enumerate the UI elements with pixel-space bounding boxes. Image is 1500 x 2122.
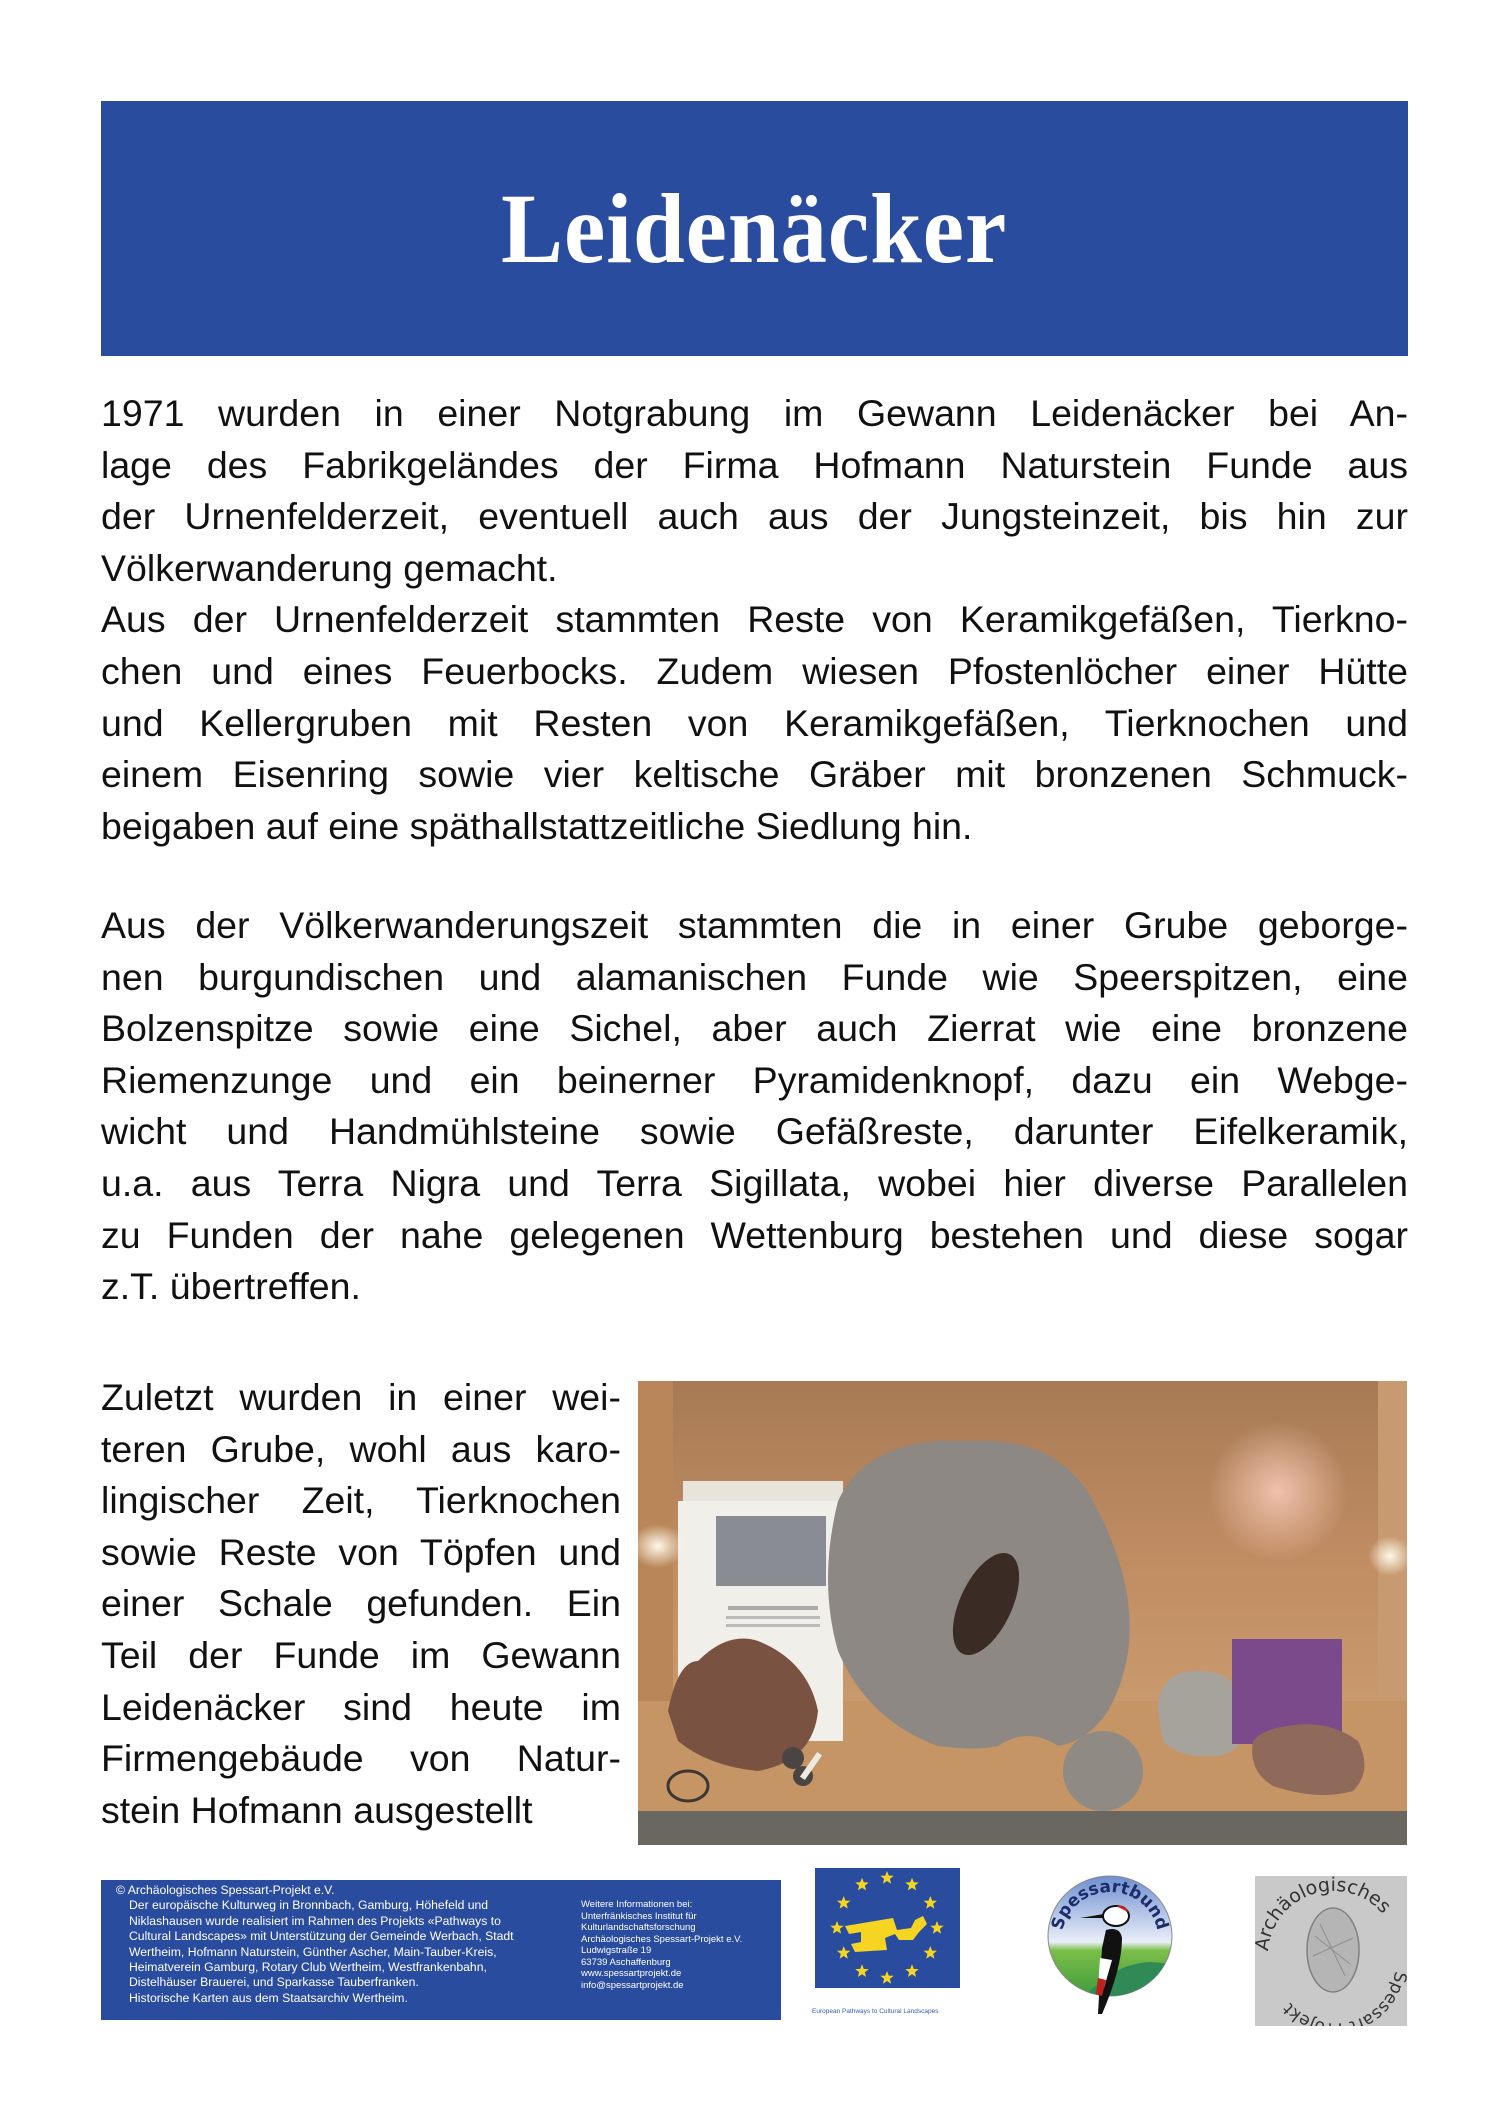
text-line: Bolzenspitze sowie eine Sichel, aber auch Zierrat wie eine bronzene [101,1007,1408,1050]
text-line: z.T. übertreffen. [101,1265,361,1308]
text-line: Riemenzunge und ein beinerner Pyramidenknopf, dazu ein Webge- [101,1058,1408,1101]
carolingian-paragraph [101,1372,621,1836]
credit-line: Distelhäuser Brauerei, und Sparkasse Tauberfranken. [129,1975,419,1990]
text-line: Aus der Völkerwanderungszeit stammten die in einer Grube geborge- [101,904,1408,946]
stone-leaf-logo-icon [1255,1876,1407,2026]
plough-figure [845,1916,927,1952]
asp-logo-text-bottom: pessar jekt [1279,1979,1407,2026]
text-line: lingischer Zeit, Tierknochen [101,1479,621,1522]
text-line: einem Eisenring sowie vier keltische Gräber mit bronzenen Schmuck- [101,753,1408,796]
text-line: beigaben auf eine späthallstattzeitliche Siedlung hin. [101,804,973,847]
text-line: stein Hofmann ausgestellt [101,1788,533,1831]
spessartbund-logo-text: Spessartbund [1047,1876,1173,1933]
star-icon [905,1964,918,1977]
text-line: teren Grube, wohl aus karo- [101,1427,621,1470]
star-icon [855,1878,868,1891]
star-icon [855,1964,868,1977]
contact-line: Kulturlandschaftsforschung [581,1922,696,1933]
text-line: Leidenäcker sind heute im [101,1685,621,1728]
email-link[interactable]: info@spessartprojekt.de [581,1979,684,1991]
credit-line: Niklashausen wurde realisiert im Rahmen des Projekts «Pathways to [129,1913,501,1928]
text-line: chen und eines Feuerbocks. Zudem wiesen Pfostenlöcher einer Hütte [101,649,1408,692]
star-icon [905,1878,918,1891]
star-icon [924,1946,937,1959]
migration-period-paragraph [101,900,1408,1313]
star-icon [837,1946,850,1959]
text-line: wicht und Handmühlsteine sowie Gefäßreste, darunter Eifelkeramik, [101,1110,1408,1153]
text-line: und Kellergruben mit Resten von Keramikgefäßen, Tierknochen und [101,701,1408,744]
contact-line: Weitere Informationen bei: [581,1899,693,1910]
text-line: 1971 wurden in einer Notgrabung im Gewann Leidenäcker bei An- [101,392,1408,434]
star-icon [930,1921,943,1934]
credit-line: Wertheim, Hofmann Naturstein, Günther Ascher, Main-Tauber-Kreis, [129,1944,497,1959]
text-line: sowie Reste von Töpfen und [101,1530,621,1573]
shelf-edge [638,1811,1407,1845]
spindle-whorl [782,1747,804,1769]
loom-weight [1063,1731,1143,1811]
credits-text [116,1883,536,2006]
star-icon [880,1871,893,1884]
credit-line: Historische Karten aus dem Staatsarchiv Wertheim. [129,1990,408,2005]
text-line: der Urnenfelderzeit, eventuell auch aus der Jungsteinzeit, bis hin zur [101,495,1408,538]
lamp-right-icon [1368,1536,1407,1576]
contact-line: Archäologisches Spessart-Projekt e.V. [581,1933,743,1945]
text-line: Firmengebäude von Natur- [101,1737,621,1780]
eu-stars-plough-logo-icon [815,1868,960,1988]
credit-line: Heimatverein Gamburg, Rotary Club Wertheim, Westfrankenbahn, [129,1960,487,1975]
page-title: Leidenäcker [501,173,1008,284]
text-line: lage des Fabrikgeländes der Firma Hofmann Naturstein Funde aus [101,443,1408,486]
star-icon [880,1971,893,1984]
finds-illustration [638,1381,1407,1845]
credit-line: Cultural Landscapes» mit Unterstützung der Gemeinde Werbach, Stadt [129,1929,514,1944]
credit-line: Der europäische Kulturweg in Bronnbach, Gamburg, Höhefeld und [129,1898,489,1913]
star-icon [830,1921,843,1934]
text-line: zu Funden der nahe gelegenen Wettenburg bestehen und diese sogar [101,1213,1408,1256]
copyright-text: © Archäologisches Spessart-Projekt e.V. [116,1883,335,1897]
asp-logo-text-top: rchäologisches [1255,1876,1396,1941]
text-line: nen burgundischen und alamanischen Funde wie Speerspitzen, eine [101,955,1408,998]
text-line: u.a. aus Terra Nigra und Terra Sigillata, wobei hier diverse Parallelen [101,1161,1408,1204]
text-line: Aus der Urnenfelderzeit stammten Reste von Keramikgefäßen, Tierkno- [101,598,1408,641]
intro-paragraphs [101,388,1408,852]
website-link[interactable]: www.spessartprojekt.de [581,1968,682,1979]
credits-box [101,1880,781,2020]
star-icon [924,1896,937,1909]
text-line: Völkerwanderung gemacht. [101,546,558,589]
eu-logo-caption: European Pathways to Cultural Landscapes [812,2008,939,2015]
star-icon [837,1896,850,1909]
contact-line: Unterfränkisches Institut für [581,1910,697,1922]
woodpecker-logo-icon [1040,1868,1180,2018]
text-line: Zuletzt wurden in einer wei- [101,1376,621,1418]
contact-line: 63739 Aschaffenburg [581,1956,671,1968]
title-banner [101,101,1408,356]
text-line: einer Schale gefunden. Ein [101,1582,621,1625]
display-case-photo [638,1381,1407,1845]
contact-info [581,1899,742,1991]
contact-line: Ludwigstraße 19 [581,1945,652,1956]
text-line: Teil der Funde im Gewann [101,1633,621,1676]
